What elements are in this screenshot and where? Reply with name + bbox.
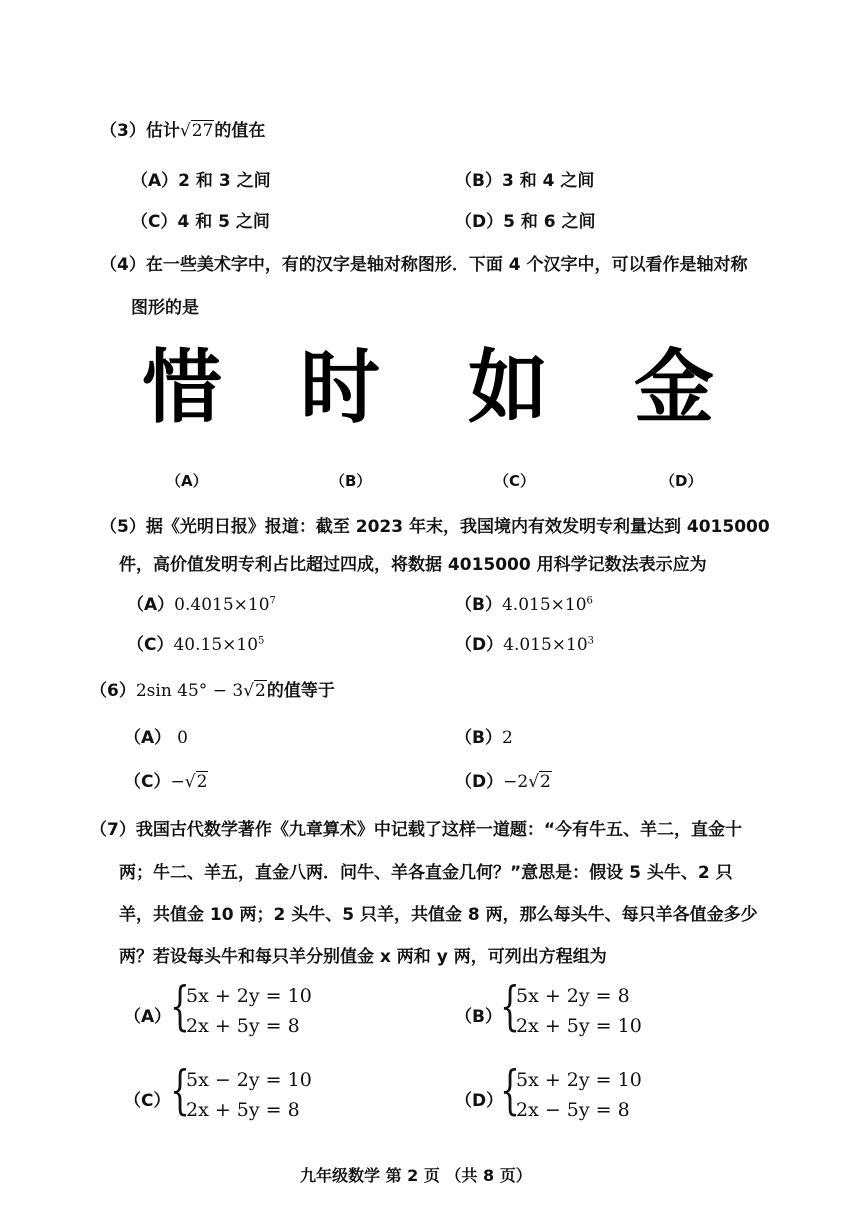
question-7-line4: 两？若设每头牛和每只羊分别值金 x 两和 y 两，可列出方程组为 (119, 947, 607, 967)
q6-option-b[interactable]: （B）2 (455, 728, 513, 748)
art-char-a: 惜 (142, 341, 222, 434)
question-7-line1: （7）我国古代数学著作《九章算术》中记载了这样一道题：“今有牛五、羊二，直金十 (90, 820, 742, 840)
q3-suffix: 的值在 (214, 121, 266, 141)
brace-icon: { (500, 977, 520, 1037)
q7-option-d-label[interactable]: （D） (455, 1091, 504, 1111)
q7-option-c-system: { 5x − 2y = 10 2x + 5y = 8 (170, 1061, 312, 1121)
q6-option-d[interactable]: （D）−2√2 (455, 772, 551, 792)
question-3-stem (100, 116, 265, 141)
q4-label-a[interactable]: （A） (166, 472, 208, 490)
brace-icon: { (500, 1061, 520, 1121)
question-7-line3: 羊，共值金 10 两；2 头牛、5 只羊，共值金 8 两，那么每头牛、每只羊各值金多少 (119, 905, 758, 925)
question-5-line1: （5）据《光明日报》报道：截至 2023 年末，我国境内有效发明专利量达到 4015000 (100, 517, 770, 537)
q6-option-c[interactable]: （C）−√2 (124, 772, 208, 792)
q7-option-c-label[interactable]: （C） (124, 1091, 171, 1111)
q5-option-a[interactable]: $(A)0.4015\times 10^7$ (127, 595, 276, 615)
art-char-d: 金 (634, 341, 714, 434)
q3-option-a[interactable]: （A）2 和 3 之间 (131, 171, 271, 191)
q3-prefix: （3）估计 (100, 121, 180, 141)
q3-option-b[interactable]: （B）3 和 4 之间 (455, 171, 595, 191)
page-footer: 九年级数学 第 2 页 （共 8 页） (300, 1166, 532, 1185)
q5-option-d[interactable]: $(D)4.015\times 10^3$ (455, 635, 595, 655)
question-6-stem: （6）2sin 45° − 3√2的值等于 (90, 681, 335, 701)
question-4-line1: （4）在一些美术字中，有的汉字是轴对称图形．下面 4 个汉字中，可以看作是轴对称 (100, 255, 748, 275)
brace-icon: { (170, 977, 190, 1037)
q3-option-c[interactable]: （C）4 和 5 之间 (131, 212, 270, 232)
question-5-line2: 件，高价值发明专利占比超过四成，将数据 4015000 用科学记数法表示应为 (119, 555, 707, 575)
art-char-c: 如 (468, 341, 548, 434)
q7-option-a-label[interactable]: （A） (124, 1007, 172, 1027)
question-7-line2: 两；牛二、羊五，直金八两．问牛、羊各直金几何？”意思是：假设 5 头牛、2 只 (119, 863, 733, 883)
q7-option-d-system: { 5x + 2y = 10 2x − 5y = 8 (500, 1061, 642, 1121)
brace-icon: { (170, 1061, 190, 1121)
q5-option-b[interactable]: $(B)4.015\times 10^6$ (455, 595, 593, 615)
q3-option-d[interactable]: （D）5 和 6 之间 (455, 212, 596, 232)
q5-option-c[interactable]: $(C)40.15\times 10^5$ (127, 635, 265, 655)
question-4-line2: 图形的是 (131, 298, 199, 318)
art-char-b: 时 (300, 341, 380, 434)
q7-option-b-label[interactable]: （B） (455, 1007, 502, 1027)
q6-option-a[interactable]: （A） 0 (124, 728, 188, 748)
q3-sqrt: √27 (179, 121, 214, 141)
q4-label-d[interactable]: （D） (660, 472, 703, 490)
q4-label-c[interactable]: （C） (494, 472, 536, 490)
q7-option-b-system: { 5x + 2y = 8 2x + 5y = 10 (500, 977, 642, 1037)
q7-option-a-system: { 5x + 2y = 10 2x + 5y = 8 (170, 977, 312, 1037)
q4-label-b[interactable]: （B） (330, 472, 372, 490)
